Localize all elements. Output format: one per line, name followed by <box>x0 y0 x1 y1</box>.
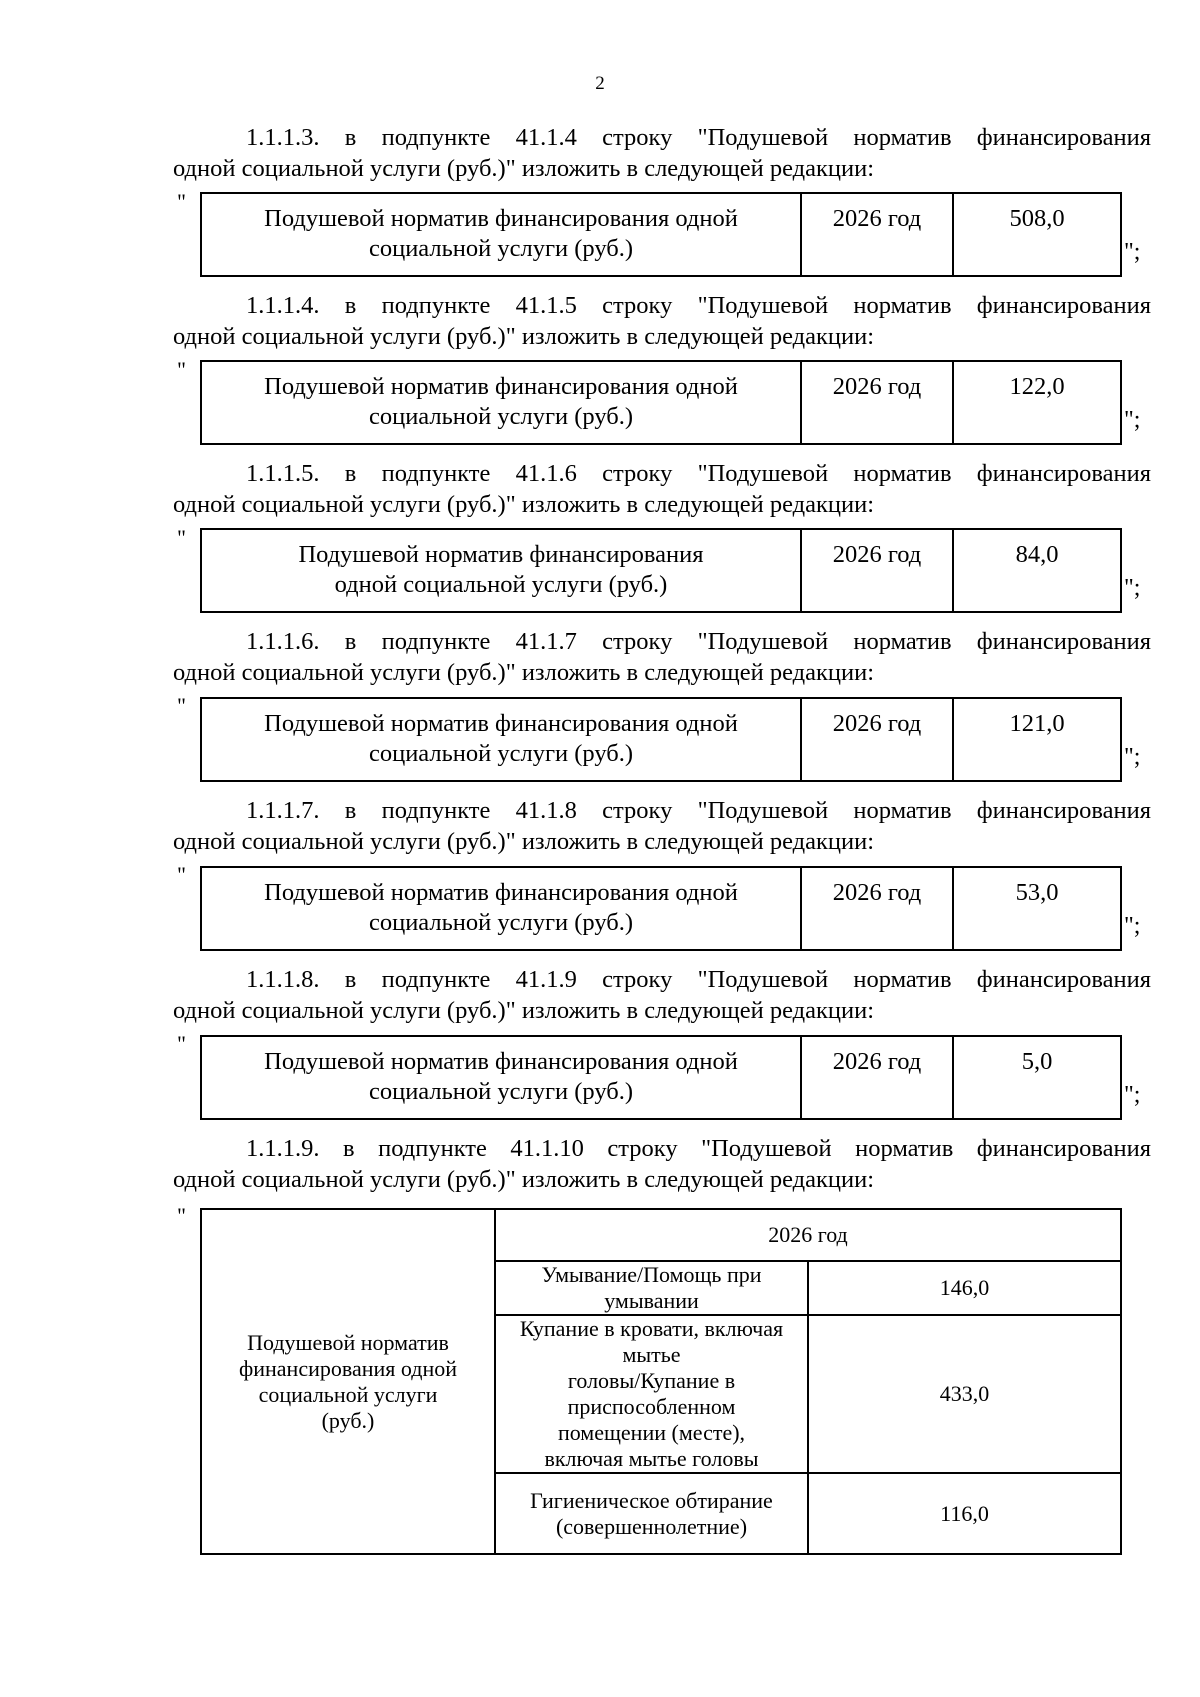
label-cell <box>201 698 801 781</box>
label-cell <box>201 193 801 276</box>
quote-open: " <box>177 862 186 887</box>
norm-table <box>200 1035 1122 1120</box>
paragraph-line: одной социальной услуги (руб.)" изложить в следующей редакции: <box>173 323 875 350</box>
service-name-cell: Умывание/Помощь при умывании <box>495 1261 808 1315</box>
label-line: социальной услуги (руб.) <box>368 403 634 430</box>
value-cell: 116,0 <box>808 1473 1121 1554</box>
paragraph-line: одной социальной услуги (руб.)" изложить в следующей редакции: <box>173 659 875 686</box>
label-cell <box>201 361 801 444</box>
paragraph-line: 1.1.1.8. в подпункте 41.1.9 строку "Подушевой норматив финансирования <box>246 966 1151 993</box>
label-line: социальной услуги (руб.) <box>368 909 634 936</box>
year-cell: 2026 год <box>801 698 953 781</box>
quote-close: "; <box>1124 1082 1141 1108</box>
norm-table <box>200 697 1122 782</box>
year-cell: 2026 год <box>801 193 953 276</box>
year-cell: 2026 год <box>801 529 953 612</box>
label-line: социальной услуги (руб.) <box>368 740 634 767</box>
label-line: Подушевой норматив <box>247 1329 449 1355</box>
label-line: социальной услуги (руб.) <box>368 235 634 262</box>
quote-open: " <box>177 357 186 382</box>
value-cell: 146,0 <box>808 1261 1121 1315</box>
quote-close: "; <box>1124 239 1141 265</box>
label-line: Подушевой норматив финансирования одной <box>264 710 738 737</box>
label-cell <box>201 529 801 612</box>
service-norm-table <box>200 1208 1122 1555</box>
page-number: 2 <box>595 73 605 94</box>
label-cell <box>201 867 801 950</box>
section-paragraph <box>173 122 1151 184</box>
label-line: Подушевой норматив финансирования <box>298 541 704 568</box>
norm-table <box>200 360 1122 445</box>
year-cell: 2026 год <box>801 361 953 444</box>
quote-open: " <box>177 189 186 214</box>
value-cell: 433,0 <box>808 1315 1121 1473</box>
label-line: (руб.) <box>321 1407 375 1433</box>
label-line: Подушевой норматив финансирования одной <box>264 879 738 906</box>
value-cell: 508,0 <box>953 193 1121 276</box>
paragraph-line: одной социальной услуги (руб.)" изложить в следующей редакции: <box>173 997 875 1024</box>
value-cell: 122,0 <box>953 361 1121 444</box>
section-paragraph <box>173 1133 1151 1195</box>
label-cell <box>201 1036 801 1119</box>
value-cell: 53,0 <box>953 867 1121 950</box>
year-cell: 2026 год <box>801 1036 953 1119</box>
paragraph-line: одной социальной услуги (руб.)" изложить в следующей редакции: <box>173 1166 875 1193</box>
quote-close: "; <box>1124 407 1141 433</box>
paragraph-line: 1.1.1.3. в подпункте 41.1.4 строку "Подушевой норматив финансирования <box>246 124 1151 151</box>
value-cell: 5,0 <box>953 1036 1121 1119</box>
year-cell: 2026 год <box>495 1209 1121 1261</box>
quote-open: " <box>177 525 186 550</box>
paragraph-line: одной социальной услуги (руб.)" изложить в следующей редакции: <box>173 155 875 182</box>
label-line: Подушевой норматив финансирования одной <box>264 205 738 232</box>
value-cell: 84,0 <box>953 529 1121 612</box>
service-name-cell: Гигиеническое обтирание (совершеннолетние) <box>495 1473 808 1554</box>
section-paragraph <box>173 290 1151 352</box>
value-cell: 121,0 <box>953 698 1121 781</box>
quote-close: "; <box>1124 575 1141 601</box>
paragraph-line: одной социальной услуги (руб.)" изложить в следующей редакции: <box>173 491 875 518</box>
section-paragraph <box>173 458 1151 520</box>
quote-open: " <box>177 693 186 718</box>
norm-table <box>200 192 1122 277</box>
label-line: Подушевой норматив финансирования одной <box>264 373 738 400</box>
section-paragraph <box>173 626 1151 688</box>
label-line: социальной услуги (руб.) <box>368 1078 634 1105</box>
paragraph-line: 1.1.1.7. в подпункте 41.1.8 строку "Подушевой норматив финансирования <box>246 797 1151 824</box>
norm-table <box>200 866 1122 951</box>
label-line: социальной услуги <box>258 1381 438 1407</box>
section-paragraph <box>173 964 1151 1026</box>
norm-table <box>200 528 1122 613</box>
quote-open: " <box>177 1031 186 1056</box>
label-line: финансирования одной <box>238 1355 457 1381</box>
label-cell <box>201 1209 495 1554</box>
service-name-cell: Купание в кровати, включая мытье головы/Купание в приспособленном помещении (месте), включая мытье головы <box>495 1315 808 1473</box>
section-paragraph <box>173 795 1151 857</box>
paragraph-line: одной социальной услуги (руб.)" изложить в следующей редакции: <box>173 828 875 855</box>
paragraph-line: 1.1.1.5. в подпункте 41.1.6 строку "Подушевой норматив финансирования <box>246 460 1151 487</box>
paragraph-line: 1.1.1.4. в подпункте 41.1.5 строку "Подушевой норматив финансирования <box>246 292 1151 319</box>
label-line: одной социальной услуги (руб.) <box>334 571 668 598</box>
paragraph-line: 1.1.1.9. в подпункте 41.1.10 строку "Подушевой норматив финансирования <box>246 1135 1151 1162</box>
label-line: Подушевой норматив финансирования одной <box>264 1048 738 1075</box>
quote-close: "; <box>1124 913 1141 939</box>
paragraph-line: 1.1.1.6. в подпункте 41.1.7 строку "Подушевой норматив финансирования <box>246 628 1151 655</box>
year-cell: 2026 год <box>801 867 953 950</box>
quote-close: "; <box>1124 744 1141 770</box>
quote-open: " <box>177 1203 186 1228</box>
